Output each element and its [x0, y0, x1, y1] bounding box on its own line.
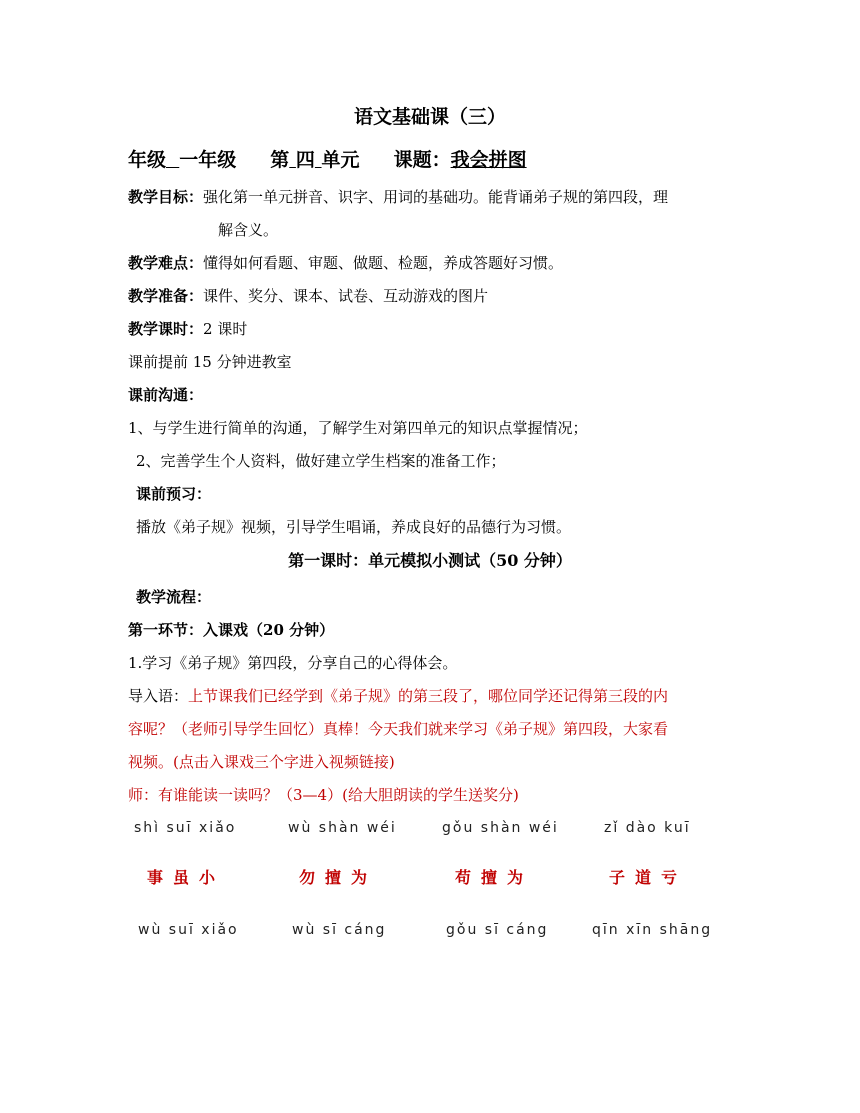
hanzi-2: 勿擅为	[299, 868, 378, 887]
pinyin-2-2: wù sī cáng	[292, 922, 387, 938]
unit-suffix: 单元	[321, 149, 360, 171]
preview-text: 播放《弟子规》视频，引导学生唱诵，养成良好的品德行为习惯。	[136, 518, 572, 536]
step1-heading: 第一环节：入课戏（20 分钟）	[128, 621, 335, 639]
step1-item: 1.学习《弟子规》第四段，分享自己的心得体会。	[128, 654, 458, 672]
preparation-line	[128, 286, 488, 306]
topic-label: 课题：	[393, 149, 451, 171]
class-hours-label: 教学课时：	[128, 320, 204, 338]
pinyin-1-4: zǐ dào kuī	[604, 820, 691, 836]
communication-item-1: 1、与学生进行简单的沟通，了解学生对第四单元的知识点掌握情况；	[128, 419, 588, 437]
pinyin-2-4: qīn xīn shāng	[592, 922, 713, 938]
communication-heading: 课前沟通：	[128, 386, 204, 404]
hanzi-4: 子道亏	[609, 868, 688, 887]
hanzi-1: 事虽小	[147, 868, 226, 887]
class-hours-text: 2 课时	[203, 320, 248, 338]
document-title: 语文基础课（三）	[353, 106, 506, 128]
intro-text-1: 上节课我们已经学到《弟子规》的第三段了，哪位同学还记得第三段的内	[188, 687, 669, 705]
flow-heading: 教学流程：	[136, 588, 212, 606]
lesson1-heading: 第一课时：单元模拟小测试（50 分钟）	[288, 551, 572, 570]
preparation-text: 课件、奖分、课本、试卷、互动游戏的图片	[203, 287, 489, 305]
pinyin-1-2: wù shàn wéi	[288, 820, 397, 836]
difficulty-text: 懂得如何看题、审题、做题、检题，养成答题好习惯。	[203, 254, 564, 272]
intro-text-2: 容呢？（老师引导学生回忆）真棒！今天我们就来学习《弟子规》第四段，大家看	[128, 720, 669, 738]
class-hours-line	[128, 319, 247, 339]
pinyin-1-3: gǒu shàn wéi	[442, 820, 559, 836]
objectives-label: 教学目标：	[128, 188, 204, 206]
lesson-header	[128, 147, 527, 173]
grade-label: 年级	[128, 149, 167, 171]
objectives-line1	[128, 187, 668, 207]
arrival-note: 课前提前 15 分钟进教室	[128, 353, 292, 371]
objectives-text-1: 强化第一单元拼音、识字、用词的基础功。能背诵弟子规的第四段，理	[203, 188, 669, 206]
intro-label: 导入语：	[128, 687, 189, 705]
hanzi-3: 苟擅为	[455, 868, 534, 887]
difficulty-label: 教学难点：	[128, 254, 204, 272]
intro-text-3: 视频。(点击入课戏三个字进入视频链接)	[128, 753, 395, 771]
pinyin-1-1: shì suī xiǎo	[134, 820, 237, 836]
preparation-label: 教学准备：	[128, 287, 204, 305]
pinyin-2-1: wù suī xiǎo	[138, 922, 239, 938]
pinyin-2-3: gǒu sī cáng	[446, 922, 549, 938]
intro-line1	[128, 686, 668, 706]
topic-value: 我会拼图	[450, 149, 527, 171]
preview-heading: 课前预习：	[136, 485, 212, 503]
grade-value: 一年级	[179, 149, 237, 171]
unit-value: 四	[295, 149, 315, 171]
objectives-text-2: 解含义。	[218, 221, 279, 239]
unit-prefix: 第	[270, 149, 290, 171]
teacher-line: 师：有谁能读一读吗？（3—4）(给大胆朗读的学生送奖分)	[128, 786, 519, 804]
communication-item-2: 2、完善学生个人资料，做好建立学生档案的准备工作；	[136, 452, 506, 470]
difficulty-line	[128, 253, 563, 273]
